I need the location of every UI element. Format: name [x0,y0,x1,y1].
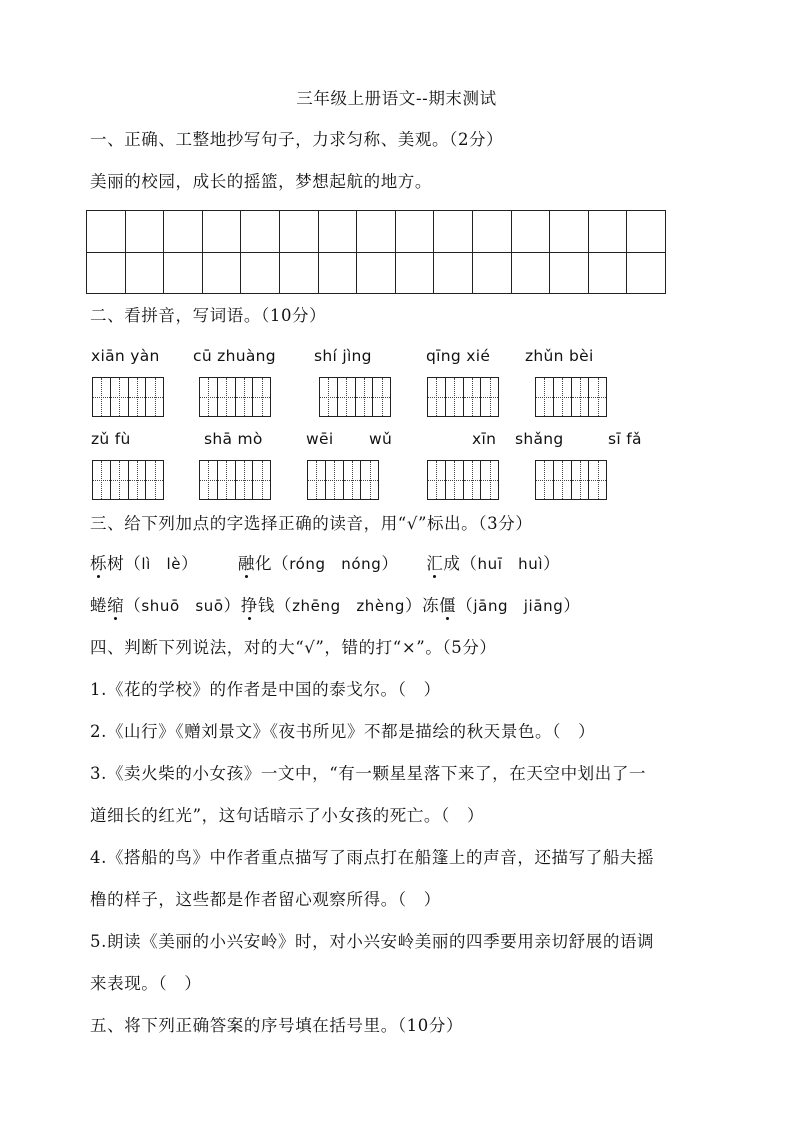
grid-cell[interactable] [241,211,280,253]
grid-cell[interactable] [319,211,358,253]
grid-cell[interactable] [396,253,435,295]
grid-cell[interactable] [627,211,666,253]
reading-item: 栎树（lì lè） [90,554,199,573]
copy-writing-grid[interactable] [86,210,666,294]
q4-line: 道细长的红光”，这句话暗示了小女孩的死亡。（ ） [90,806,485,825]
pinyin-label: xīn [472,430,497,448]
grid-cell[interactable] [589,211,628,253]
pinyin-label: shǎng [515,430,564,448]
dotted-char: 僵 [439,596,457,615]
q4-line: 5.朗读《美丽的小兴安岭》时，对小兴安岭美丽的四季要用亲切舒展的语调 [90,932,655,951]
grid-cell[interactable] [203,253,242,295]
q1-sentence: 美丽的校园，成长的摇篮，梦想起航的地方。 [90,172,432,191]
dotted-char: 挣 [240,596,258,615]
grid-cell[interactable] [357,253,396,295]
tianzi-box[interactable] [92,460,164,500]
reading-options[interactable]: huī huì [477,555,544,573]
grid-cell[interactable] [241,253,280,295]
grid-cell[interactable] [550,253,589,295]
tianzi-box[interactable] [199,377,271,417]
grid-cell[interactable] [473,211,512,253]
dotted-char: 融 [237,554,255,573]
q5-heading: 五、将下列正确答案的序号填在括号里。（10分） [90,1016,464,1035]
q4-line: 橹的样子，这些都是作者留心观察所得。（ ） [90,890,441,909]
pinyin-label: shí jìng [314,347,372,365]
grid-cell[interactable] [550,211,589,253]
tianzi-box[interactable] [92,377,164,417]
tianzi-box[interactable] [427,377,499,417]
q3-row-1 [90,553,560,575]
grid-cell[interactable] [357,211,396,253]
grid-cell[interactable] [319,253,358,295]
q4-line: 来表现。（ ） [90,974,202,993]
pinyin-label: wǔ [369,430,393,448]
grid-cell[interactable] [434,253,473,295]
dotted-char: 汇 [426,554,444,573]
pinyin-label: wēi [306,430,334,448]
pinyin-label: qīng xié [426,347,491,365]
tianzi-box[interactable] [535,377,607,417]
grid-cell[interactable] [589,253,628,295]
grid-cell[interactable] [126,253,165,295]
tianzi-box[interactable] [427,460,499,500]
tianzi-box[interactable] [307,460,379,500]
reading-options[interactable]: lì lè [141,555,182,573]
q4-line: 3.《卖火柴的小女孩》一文中，“有一颗星星落下来了，在天空中划出了一 [90,764,647,783]
reading-item: 融化（róng nóng） [237,554,399,573]
grid-cell[interactable] [512,253,551,295]
pinyin-label: cū zhuàng [193,347,276,365]
grid-cell[interactable] [627,253,666,295]
reading-options[interactable]: jāng jiāng [473,597,564,615]
q4-line: 2.《山行》《赠刘景文》《夜书所见》不都是描绘的秋天景色。（ ） [90,722,596,741]
pinyin-label: xiān yàn [91,347,160,365]
q4-line: 1.《花的学校》的作者是中国的泰戈尔。（ ） [90,680,441,699]
q3-row-2 [90,595,580,617]
reading-options[interactable]: róng nóng [289,555,382,573]
tianzi-box[interactable] [535,460,607,500]
reading-options[interactable]: zhēng zhèng [292,597,405,615]
q1-heading: 一、正确、工整地抄写句子，力求匀称、美观。（2分） [90,130,504,149]
tianzi-box[interactable] [199,460,271,500]
grid-cell[interactable] [164,253,203,295]
page-title: 三年级上册语文--期末测试 [296,89,497,108]
grid-cell[interactable] [126,211,165,253]
q2-heading: 二、看拼音，写词语。（10分） [90,306,327,325]
tianzi-box[interactable] [319,377,391,417]
grid-cell[interactable] [512,211,551,253]
grid-cell[interactable] [280,211,319,253]
reading-options[interactable]: shuō suō [141,597,224,615]
pinyin-label: shā mò [204,430,263,448]
grid-cell[interactable] [203,211,242,253]
grid-cell[interactable] [164,211,203,253]
grid-cell[interactable] [280,253,319,295]
grid-cell[interactable] [87,253,126,295]
q4-heading: 四、判断下列说法，对的大“√”，错的打“×”。（5分） [90,638,497,657]
dotted-char: 缩 [107,596,125,615]
q3-heading: 三、给下列加点的字选择正确的读音，用“√”标出。（3分） [90,514,533,533]
grid-cell[interactable] [434,211,473,253]
reading-item: 蜷缩（shuō suō） [90,596,241,615]
pinyin-label: zhǔn bèi [525,347,594,365]
reading-item: 挣钱（zhēng zhèng） [240,596,423,615]
reading-item: 冻僵（jāng jiāng） [422,596,581,615]
grid-cell[interactable] [396,211,435,253]
grid-cell[interactable] [473,253,512,295]
pinyin-label: sī fǎ [608,430,642,448]
dotted-char: 栎 [90,554,108,573]
q4-line: 4.《搭船的鸟》中作者重点描写了雨点打在船篷上的声音，还描写了船夫摇 [90,848,655,867]
grid-cell[interactable] [87,211,126,253]
reading-item: 汇成（huī huì） [426,554,561,573]
pinyin-label: zǔ fù [91,430,131,448]
